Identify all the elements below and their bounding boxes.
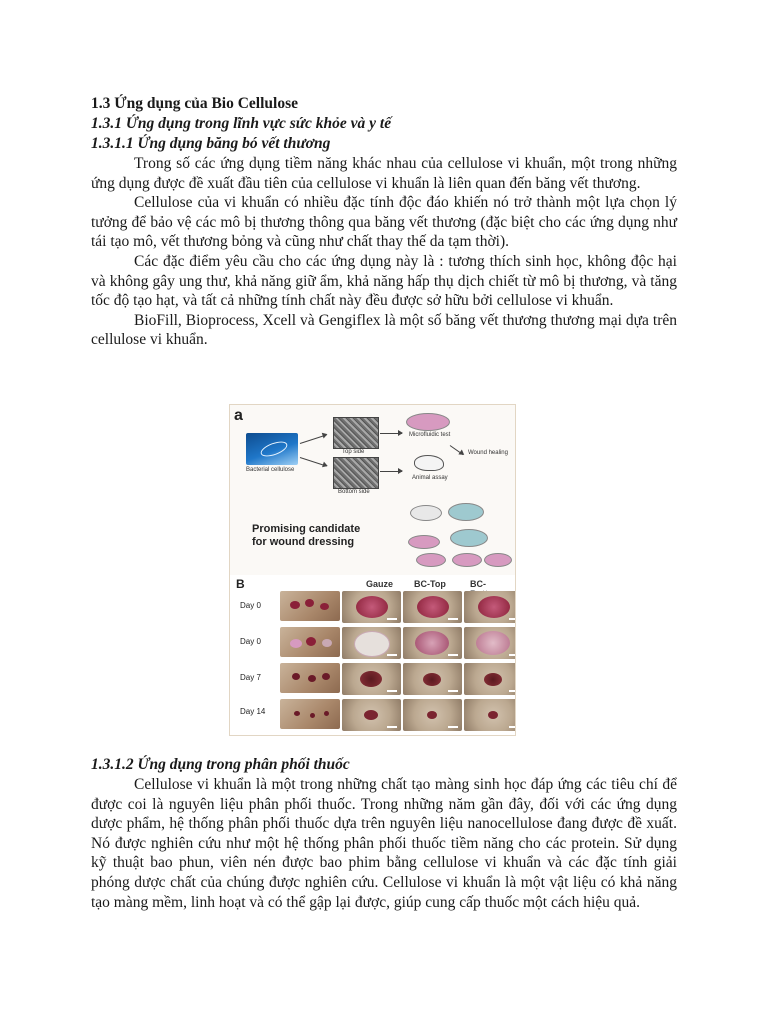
panel-label-a: a xyxy=(234,407,243,424)
figure-panel-a xyxy=(230,405,515,575)
row-label-day14: Day 14 xyxy=(240,707,266,716)
arrow-icon xyxy=(300,457,327,467)
paragraph: Trong số các ứng dụng tiềm năng khác nhau của cellulose vi khuẩn, một trong những ứng dụng được đề xuất đầu tiên của cellulose vi khuẩn là liên quan đến băng vết thương. xyxy=(91,155,677,192)
paragraph: Các đặc điểm yêu cầu cho các ứng dụng này là : tương thích sinh học, không độc hại và không gây ung thư, khả năng giữ ẩm, khả năng hấp thụ dịch chiết từ mô bị thương, và tăng tốc độ tạo hạt, và tất cả những tính chất này đều được sở hữu bởi cellulose vi khuẩn. xyxy=(91,252,677,310)
column-header-bc-top: BC-Top xyxy=(414,579,446,589)
bacterial-cellulose-image xyxy=(246,433,298,465)
wound-photo-bc-top xyxy=(403,663,462,695)
column-header-gauze: Gauze xyxy=(366,579,394,589)
arrow-icon xyxy=(450,445,464,455)
wound-healing-label: Wound healing xyxy=(468,450,508,456)
arrow-icon xyxy=(300,434,327,444)
subsubsection-heading-drug-delivery: 1.3.1.2 Ứng dụng trong phân phối thuốc xyxy=(91,756,350,773)
subsection-heading: 1.3.1 Ứng dụng trong lĩnh vực sức khỏe và y tế xyxy=(91,115,392,132)
candidate-caption-line2: for wound dressing xyxy=(252,536,355,548)
sem-top-image xyxy=(333,417,379,449)
wound-photo-bc-bottom xyxy=(464,627,516,659)
arrow-icon xyxy=(380,471,402,472)
candidate-caption-line1: Promising candidate xyxy=(252,523,361,535)
wound-photo-gauze xyxy=(342,591,401,623)
wound-photo-bc-top xyxy=(403,591,462,623)
column-header-bc-bottom: BC- xyxy=(470,579,486,589)
arrow-icon xyxy=(380,433,402,434)
bottom-side-label: Bottom side xyxy=(338,489,370,495)
wound-photo-gauze xyxy=(342,627,401,659)
wound-photo-overview xyxy=(280,663,340,693)
microfluidic-test-label: Microfluidic test xyxy=(409,432,451,438)
paragraph: BioFill, Bioprocess, Xcell và Gengiflex là một số băng vết thương thương mại dựa trên cellulose vi khuẩn. xyxy=(91,311,677,349)
wound-photo-bc-bottom xyxy=(464,699,516,731)
wound-photo-bc-bottom xyxy=(464,663,516,695)
text-column-bottom xyxy=(91,755,677,912)
wound-photo-overview xyxy=(280,627,340,657)
mouse-icon xyxy=(414,455,444,471)
figure-panel-b xyxy=(230,575,515,735)
text-column-top xyxy=(91,94,677,350)
microfluidic-dish-image xyxy=(406,413,450,431)
sem-bottom-image xyxy=(333,457,379,489)
candidate-caption xyxy=(252,523,360,549)
wound-photo-bc-top xyxy=(403,627,462,659)
panel-label-b: B xyxy=(236,577,245,591)
row-label-day7: Day 7 xyxy=(240,673,261,682)
wound-photo-bc-bottom xyxy=(464,591,516,623)
wound-photo-gauze xyxy=(342,699,401,731)
wound-dressing-figure xyxy=(229,404,516,736)
animal-assay-label: Animal assay xyxy=(412,475,448,481)
bacterial-cellulose-label: Bacterial cellulose xyxy=(246,467,295,473)
wound-photo-bc-top xyxy=(403,699,462,731)
wound-photo-overview xyxy=(280,591,340,621)
paragraph: Cellulose vi khuẩn là một trong những chất tạo màng sinh học đáp ứng các tiêu chí để được coi là nguyên liệu phân phối thuốc. Trong những năm gần đây, đối với các ứng dụng dược phẩm, hệ thống phân phối thuốc dựa trên nguyên liệu nanocellulose đang được đề xuất. Nó được nghiên cứu như một hệ thống phân phối thuốc tiềm năng cho các protein. Sử dụng kỹ thuật bao phun, viên nén được bao phim bằng cellulose vi khuẩn và các đặc tính giải phóng dược chất của chúng được nghiên cứu. Cellulose vi khuẩn là một vật liệu có khả năng tạo màng mềm, linh hoạt và có thể gập lại được, giúp cung cấp thuốc một cách hiệu quả. xyxy=(91,776,677,911)
top-side-label: Top side xyxy=(342,449,365,455)
paragraph: Cellulose của vi khuẩn có nhiều đặc tính độc đáo khiến nó trở thành một lựa chọn lý tưởng để bảo vệ các mô bị thương thông qua băng vết thương (đặc biệt cho các ứng dụng như tái tạo mô, vết thương bỏng và cũng như chất thay thế da tạm thời). xyxy=(91,194,677,251)
row-label-day0: Day 0 xyxy=(240,601,261,610)
subsubsection-heading-wound: 1.3.1.1 Ứng dụng băng bó vết thương xyxy=(91,135,331,152)
row-label-day0: Day 0 xyxy=(240,637,261,646)
section-heading: 1.3 Ứng dụng của Bio Cellulose xyxy=(91,95,298,112)
wound-photo-overview xyxy=(280,699,340,729)
wound-photo-gauze xyxy=(342,663,401,695)
